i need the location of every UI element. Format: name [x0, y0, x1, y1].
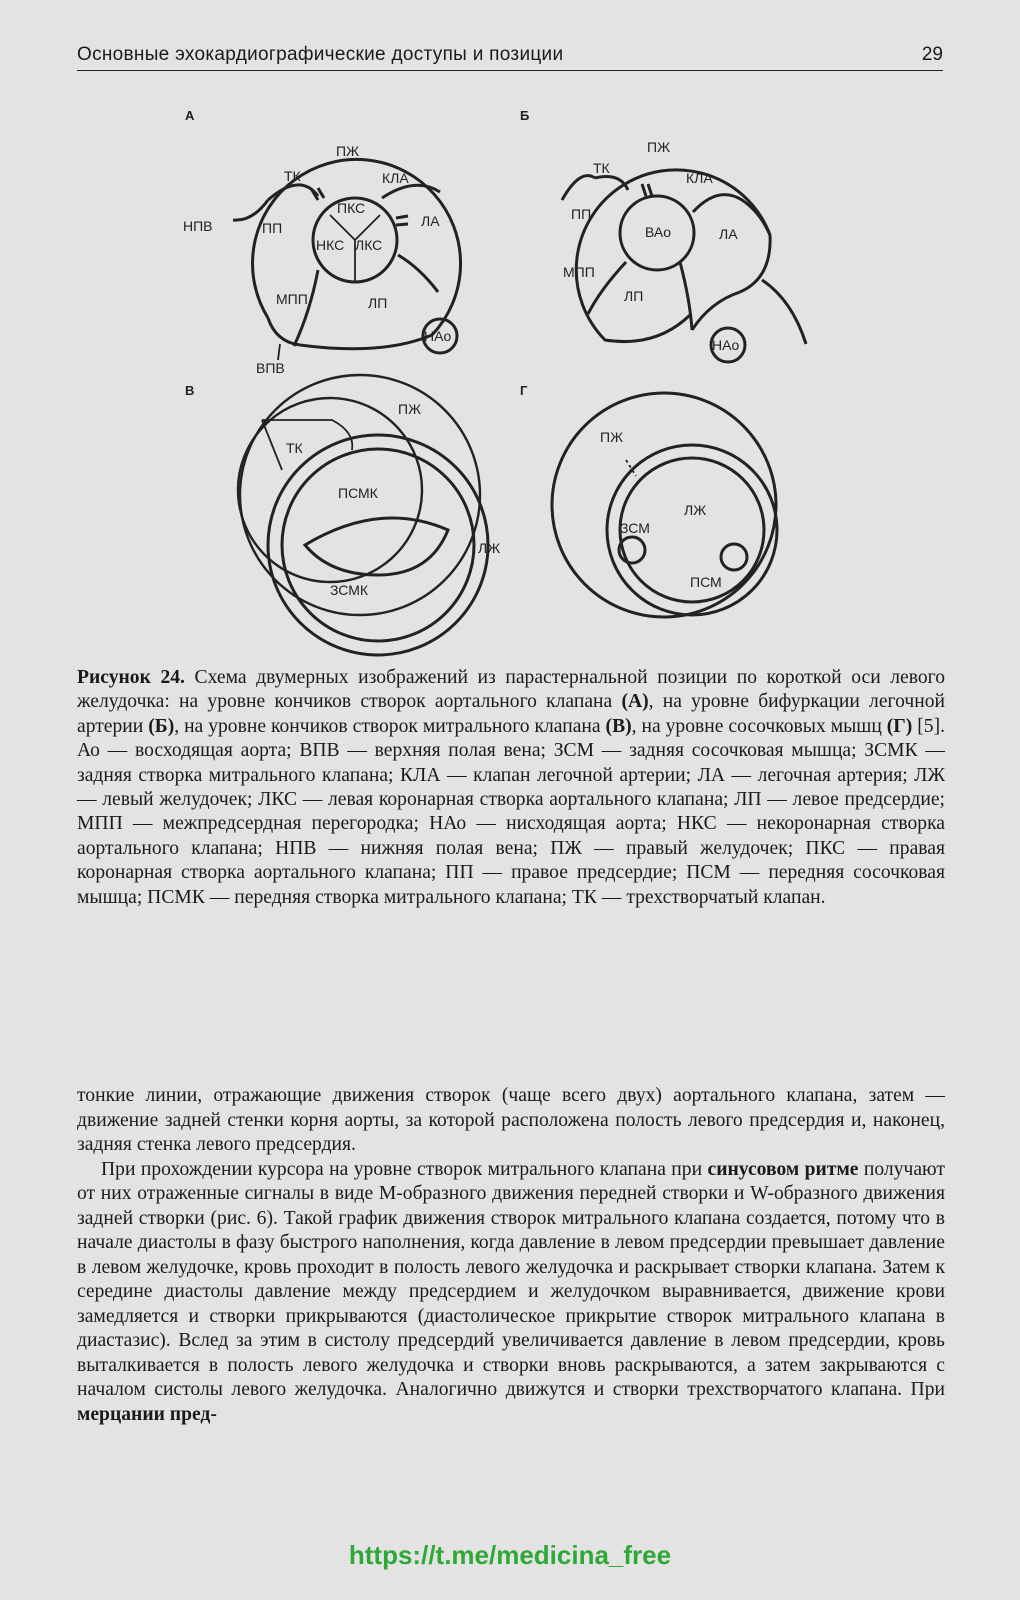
label-pzh: ПЖ: [336, 143, 359, 159]
label-nao: НАо: [424, 328, 452, 344]
label-lzh: ЛЖ: [684, 502, 707, 518]
caption-text: Схема двумерных изображений из парастернальной позиции по короткой оси левого желудочка: на уровне кончиков створок аортального клапана: [77, 667, 945, 713]
label-zsmk: ЗСМК: [330, 582, 369, 598]
panel-label-v: В: [185, 383, 195, 398]
panel-a-valve-tick: [396, 216, 408, 218]
panel-a-valve-tick: [396, 224, 408, 225]
caption-text: [5]. Ао — восходящая аорта; ВПВ — верхняя полая вена; ЗСМ — задняя сосочковая мышца; ЗСМК — задняя створка митрального клапана; КЛА — клапан легочной артерии; ЛА — легочная артерия; ЛЖ — левый желудочек; ЛКС — левая коронарная створка аортального клапана; ЛП — левое предсердие; МПП — межпредсердная перегородка; НАо — нисходящая аорта; НКС — некоронарная створка аортального клапана; НПВ — нижняя полая вена; ПЖ — правый желудочек; ПКС — правая коронарная створка аортального клапана; ПП — правое предсердие; ПСМ — передняя сосочковая мышца; ПСМК — передняя створка митрального клапана; ТК — трехстворчатый клапан.: [77, 715, 945, 908]
panel-b-valve-tick: [642, 184, 646, 196]
panel-v: [185, 372, 500, 655]
caption-text: , на уровне кончиков створок митрального клапана: [174, 715, 606, 737]
label-mpp: МПП: [276, 291, 308, 307]
panel-v-tricuspid-edge: [262, 420, 282, 470]
panel-a-atrial-border: [398, 255, 438, 292]
label-tk: ТК: [284, 168, 301, 184]
panel-a: [183, 108, 461, 376]
body-text: [77, 1084, 945, 1427]
emphasis: синусовом ритме: [707, 1158, 859, 1180]
panel-a-septum: [294, 270, 318, 346]
label-lzh: ЛЖ: [478, 540, 501, 556]
label-tk: ТК: [593, 160, 610, 176]
telegram-link[interactable]: https://t.me/medicina_free: [348, 1540, 672, 1570]
label-lks: ЛКС: [355, 237, 383, 253]
panel-b-right-pa: [762, 280, 806, 344]
caption-panel-ref: (Б): [148, 715, 175, 737]
label-mpp: МПП: [563, 264, 595, 280]
panel-label-a: А: [185, 108, 195, 123]
caption-panel-ref: (А): [621, 691, 649, 713]
panel-v-tricuspid: [262, 420, 352, 450]
label-nks: НКС: [316, 237, 345, 253]
paragraph-text: При прохождении курсора на уровне створок митрального клапана при: [101, 1158, 708, 1180]
label-lp: ЛП: [368, 295, 388, 311]
caption-panel-ref: (Г): [886, 715, 913, 737]
panel-b: [520, 108, 806, 362]
label-kla: КЛА: [686, 170, 713, 186]
label-pzh: ПЖ: [647, 139, 670, 155]
panel-v-lv-inner: [282, 449, 474, 641]
label-vpv: ВПВ: [256, 360, 285, 376]
caption-text: , на уровне сосочковых мышц: [631, 715, 887, 737]
label-pzh: ПЖ: [600, 429, 623, 445]
label-lp: ЛП: [624, 288, 644, 304]
label-vao: ВАо: [645, 224, 671, 240]
panel-label-g: Г: [520, 383, 528, 398]
label-psm: ПСМ: [690, 574, 722, 590]
label-pzh: ПЖ: [398, 401, 421, 417]
running-title: Основные эхокардиографические доступы и позиции: [77, 44, 564, 65]
caption-panel-ref: (В): [605, 715, 632, 737]
label-pp: ПП: [571, 206, 592, 222]
panel-b-lower-wall: [692, 292, 740, 330]
page-number: 29: [921, 44, 943, 65]
panel-b-tk-line: [595, 177, 628, 191]
label-pp: ПП: [262, 220, 283, 236]
panel-a-bottom-wall: [300, 335, 432, 349]
label-zsm: ЗСМ: [620, 520, 650, 536]
label-la: ЛА: [421, 213, 440, 229]
caption-text: , на уровне бифуркации легочной артерии: [77, 691, 945, 737]
panel-a-svc-line: [278, 344, 280, 360]
panel-v-lv-outer: [268, 435, 488, 655]
label-npv: НПВ: [183, 218, 213, 234]
panel-b-outer-wall: [576, 170, 770, 342]
label-pks: ПКС: [337, 200, 366, 216]
emphasis: мерцании пред-: [77, 1403, 217, 1425]
paragraph-text: получают от них отраженные сигналы в виде М-образного движения передней створки и W-образного движения задней створки (рис. 6). Такой график движения створок митрального клапана создается, потому что в начале диастолы в фазу быстрого наполнения, когда давление в левом предсердии превышает давление в левом желудочке, кровь проходит в полость левого желудочка и раскрывает створки клапана. Затем к середине диастолы давление между предсердием и желудочком выравнивается, движение крови замедляется и створки прикрываются (диастолическое прикрытие створок митрального клапана в диастазис). Вслед за этим в систолу предсердий увеличивается давление в левом предсердии, кровь выталкивается в полость левого желудочка и створки вновь раскрываются, а затем закрываются с началом систолы левого желудочка. Аналогично движутся и створки трехстворчатого клапана. При: [77, 1158, 945, 1400]
panel-v-mitral-orifice: [305, 518, 448, 575]
paragraph: [77, 1158, 945, 1428]
caption-label: Рисунок 24.: [77, 667, 185, 688]
panel-b-valve-tick: [648, 184, 652, 196]
label-psmk: ПСМК: [338, 485, 378, 501]
label-tk: ТК: [286, 440, 303, 456]
figure-24-diagram: [0, 0, 1020, 660]
panel-b-tricuspid: [562, 176, 595, 200]
label-la: ЛА: [719, 226, 738, 242]
panel-a-valve-tick: [318, 188, 324, 198]
panel-label-b: Б: [520, 108, 530, 123]
label-nao: НАо: [712, 337, 740, 353]
panel-g-anterior-papillary: [721, 544, 747, 570]
paragraph: тонкие линии, отражающие движения створок (чаще всего двух) аортального клапана, затем — движение задней стенки корня аорты, за которой расположена полость левого предсердия и, наконец, задняя стенка левого предсердия.: [77, 1085, 945, 1155]
figure-caption: [77, 666, 945, 910]
label-kla: КЛА: [382, 170, 409, 186]
panel-g: [520, 383, 777, 617]
